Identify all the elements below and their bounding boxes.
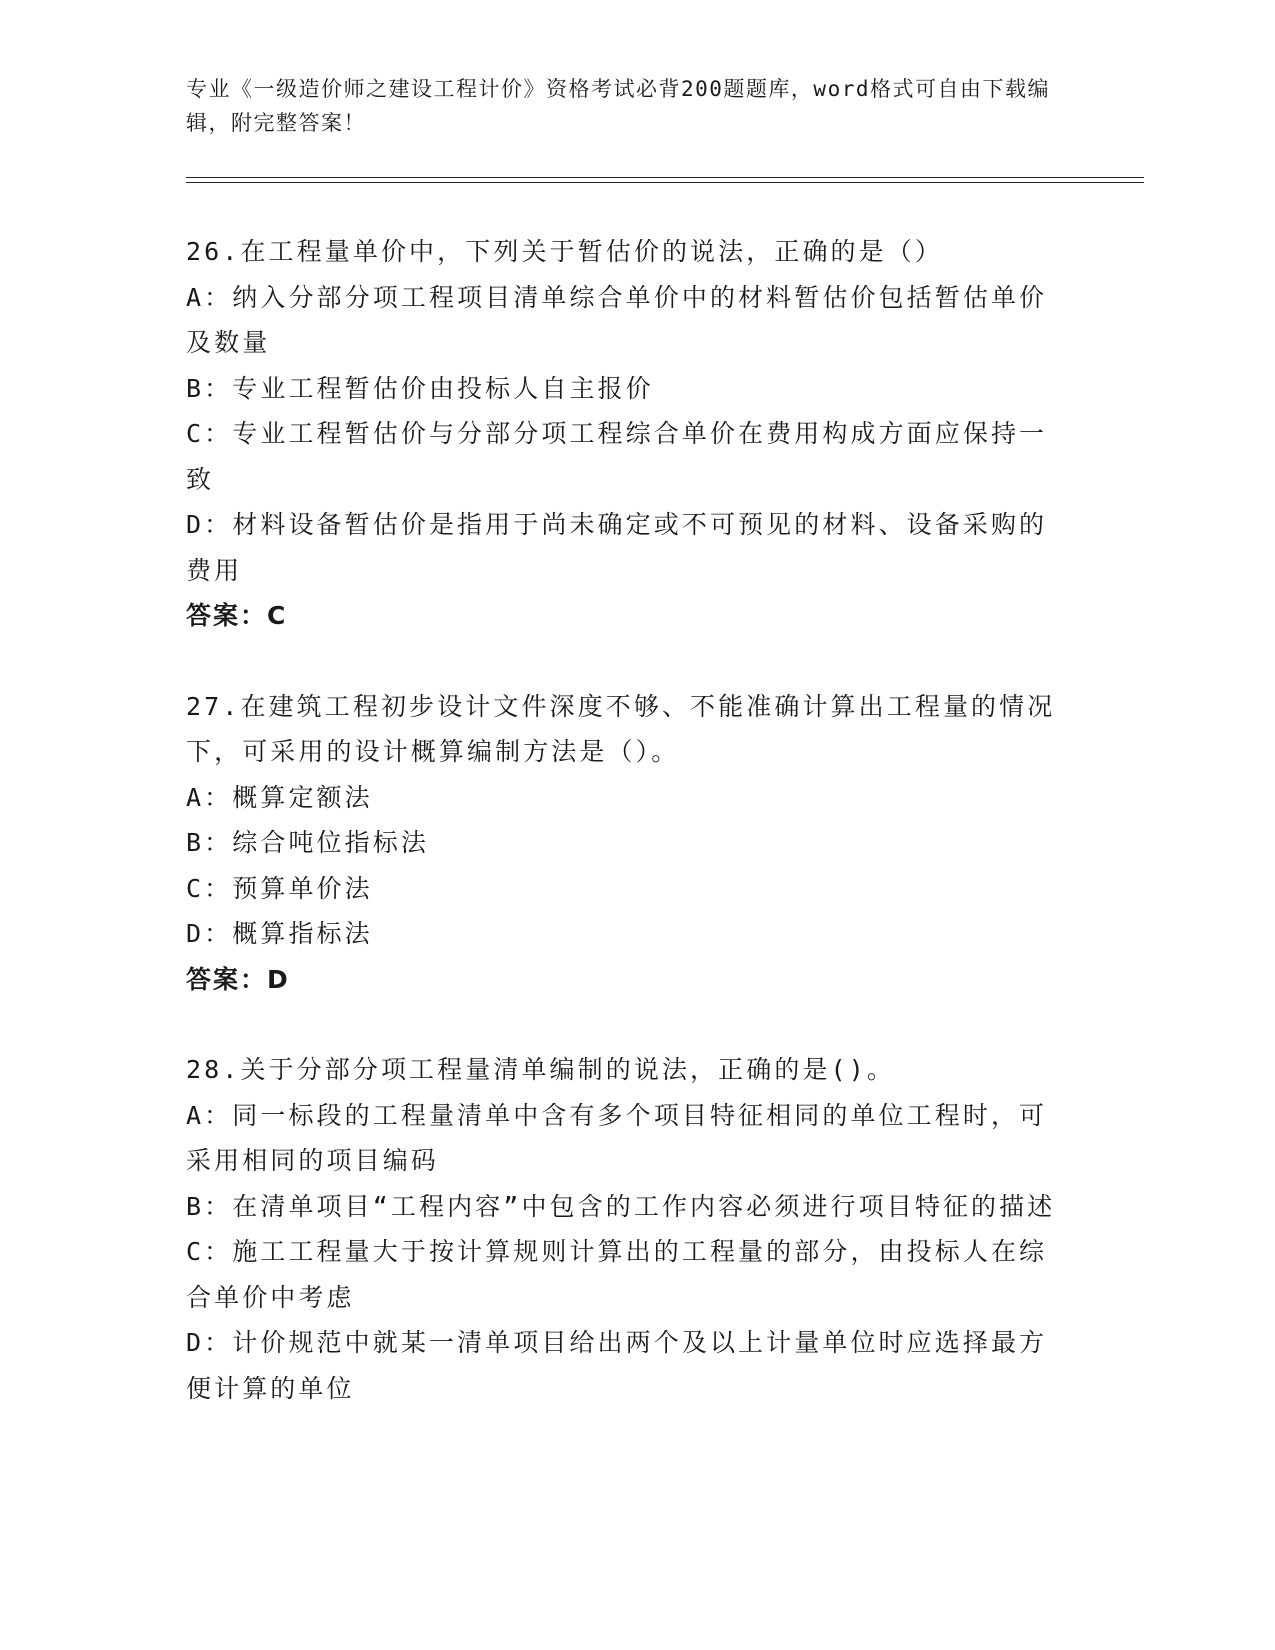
header-divider-top <box>186 177 1144 178</box>
option-d: D：概算指标法 <box>186 919 373 948</box>
option-b: B：在清单项目“工程内容”中包含的工作内容必须进行项目特征的描述 <box>186 1191 1056 1221</box>
option-a: A：纳入分部分项工程项目清单综合单价中的材料暂估价包括暂估单价及数量 <box>186 282 1048 357</box>
option-b: B：综合吨位指标法 <box>186 828 429 857</box>
question-28 <box>186 1047 1066 1411</box>
answer: 答案：C <box>186 601 288 630</box>
question-26 <box>186 229 1066 639</box>
question-stem: 27.在建筑工程初步设计文件深度不够、不能准确计算出工程量的情况下，可采用的设计概算编制方法是（）。 <box>186 691 1056 766</box>
answer: 答案：D <box>186 964 290 994</box>
option-a: A：同一标段的工程量清单中含有多个项目特征相同的单位工程时，可采用相同的项目编码 <box>186 1100 1048 1175</box>
option-d: D：材料设备暂估价是指用于尚未确定或不可预见的材料、设备采购的费用 <box>186 510 1048 585</box>
question-stem: 28.关于分部分项工程量清单编制的说法，正确的是()。 <box>186 1055 895 1084</box>
option-a: A：概算定额法 <box>186 782 373 812</box>
option-c: C：预算单价法 <box>186 873 373 903</box>
option-b: B：专业工程暂估价由投标人自主报价 <box>186 373 654 403</box>
question-list <box>186 229 1066 1456</box>
option-d: D：计价规范中就某一清单项目给出两个及以上计量单位时应选择最方便计算的单位 <box>186 1328 1048 1403</box>
header-divider-bottom <box>186 182 1144 183</box>
question-stem: 26.在工程量单价中，下列关于暂估价的说法，正确的是（） <box>186 237 943 266</box>
document-header: 专业《一级造价师之建设工程计价》资格考试必背200题题库，word格式可自由下载编辑，附完整答案！ <box>186 77 1050 135</box>
option-c: C：专业工程暂估价与分部分项工程综合单价在费用构成方面应保持一致 <box>186 419 1048 494</box>
question-27 <box>186 684 1066 1003</box>
option-c: C：施工工程量大于按计算规则计算出的工程量的部分，由投标人在综合单价中考虑 <box>186 1237 1048 1312</box>
